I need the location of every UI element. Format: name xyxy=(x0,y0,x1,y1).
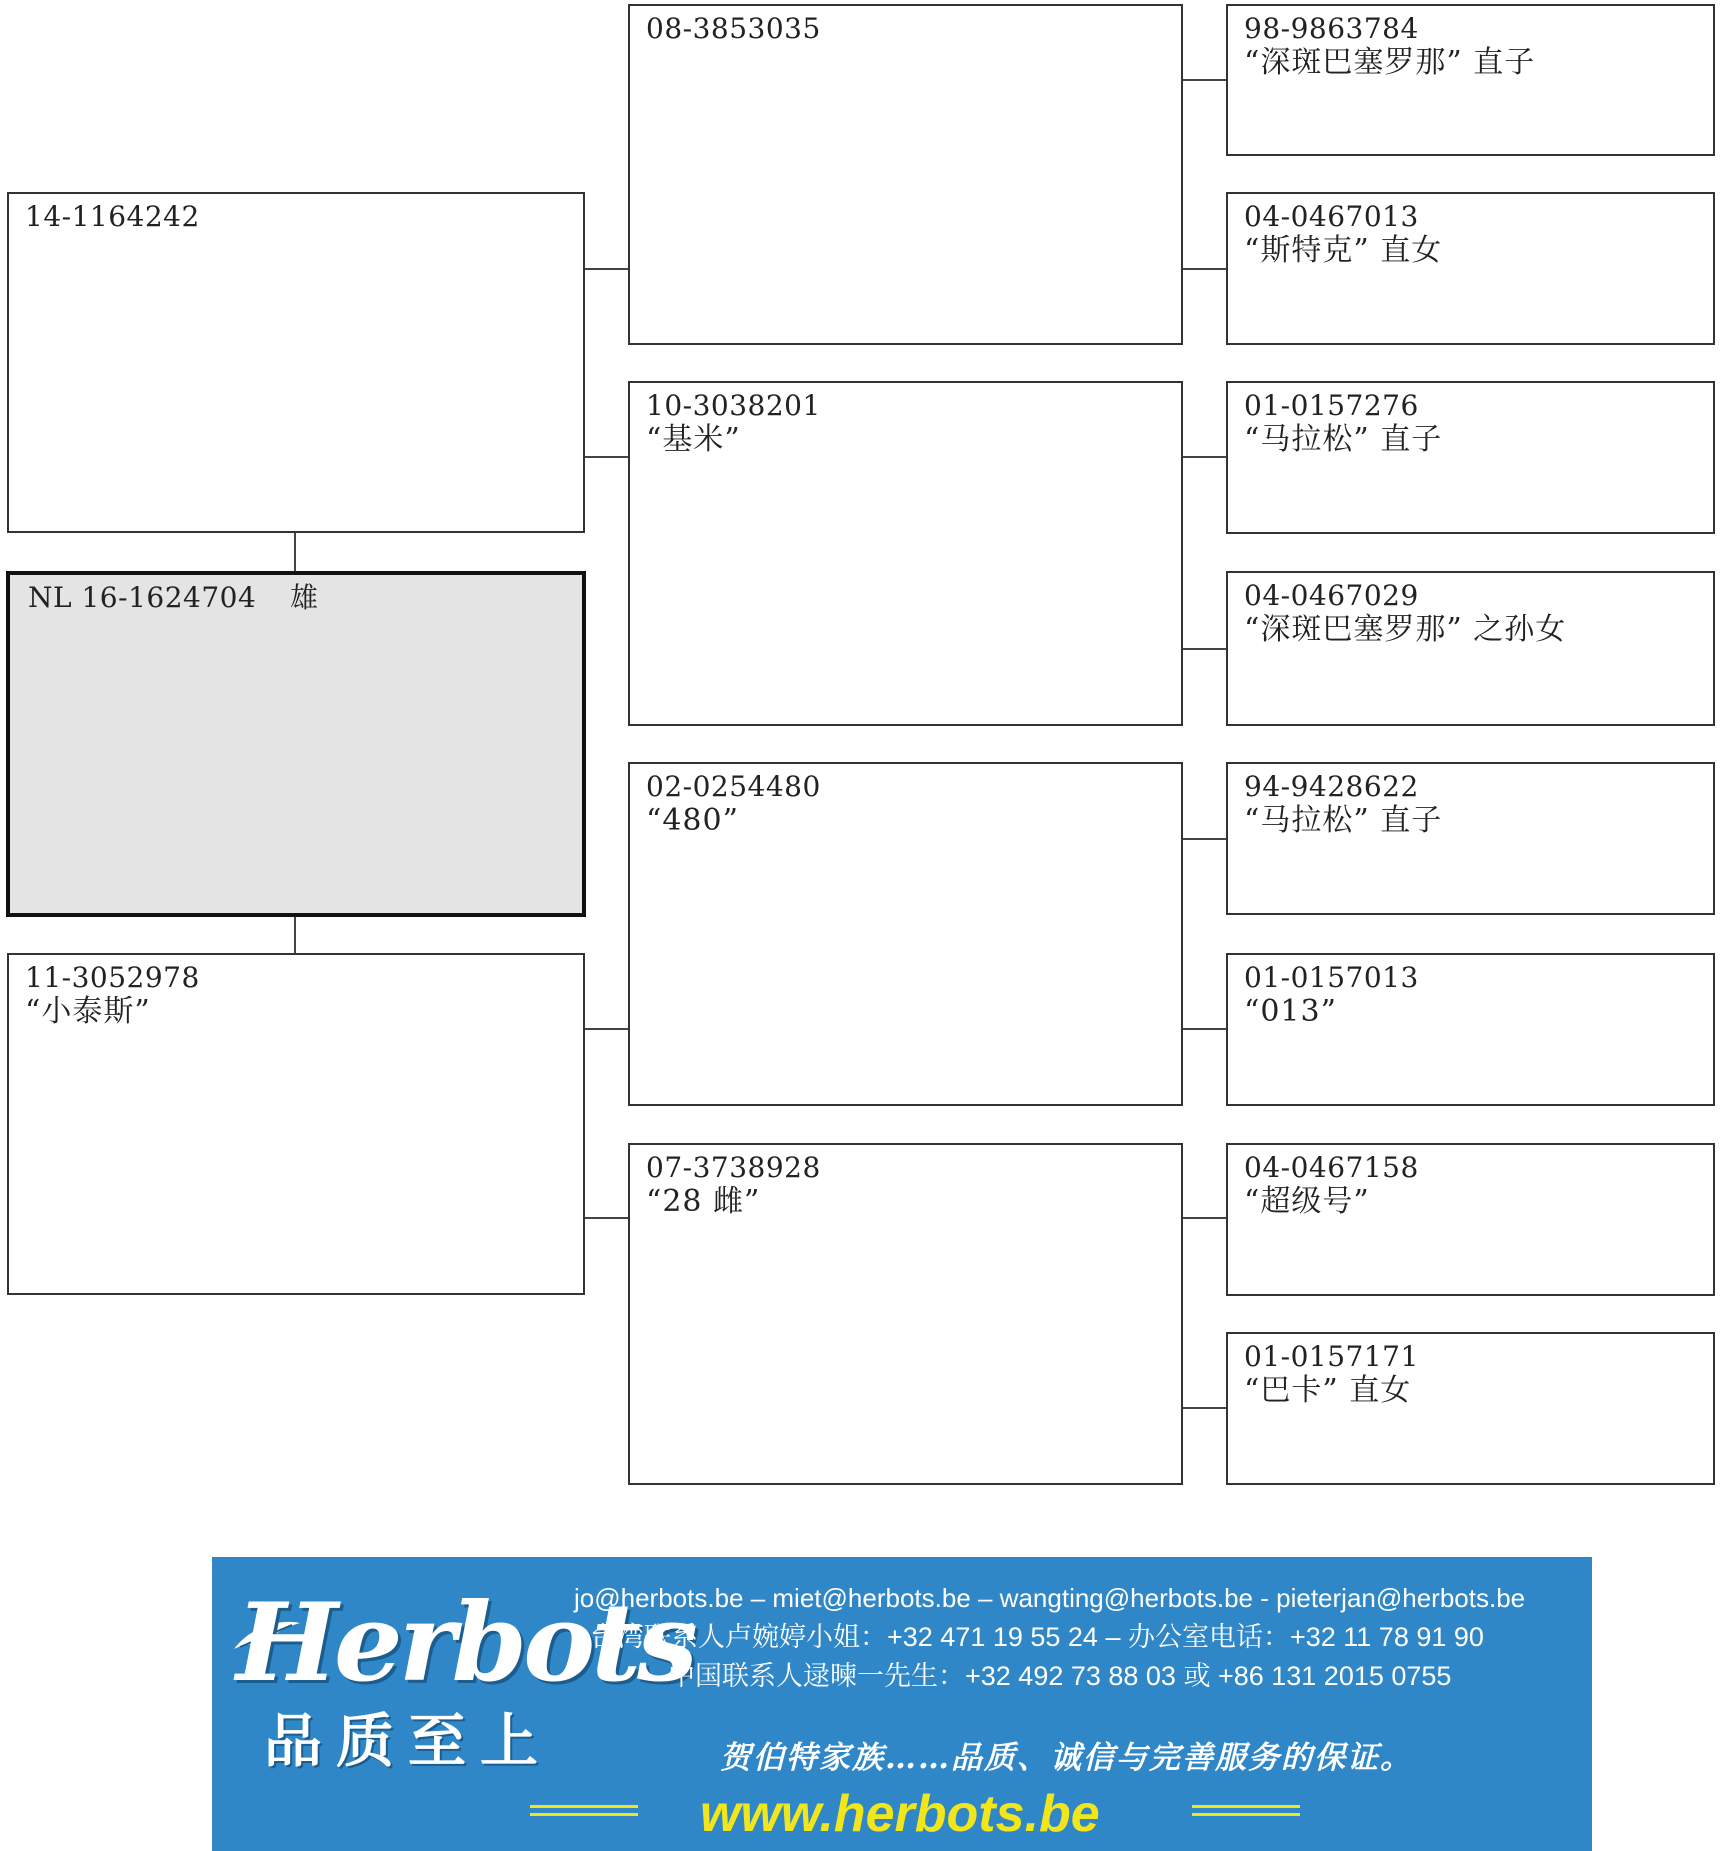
gen3-box-8 xyxy=(1226,1332,1715,1485)
gen2-box-2 xyxy=(628,381,1183,726)
connector-gen3-3 xyxy=(1182,456,1227,458)
gen3-box-4 xyxy=(1226,571,1715,726)
dam-ring: 11-3052978 xyxy=(25,961,200,994)
gen3-ring-4: 04-0467029 xyxy=(1244,579,1419,612)
china-contact-line: 中国联系人逯暕一先生：+32 492 73 88 03 或 +86 131 2015 0755 xyxy=(668,1661,1452,1691)
connector-gen3-2 xyxy=(1182,268,1227,270)
email-line[interactable]: jo@herbots.be – miet@herbots.be – wangting@herbots.be - pieterjan@herbots.be xyxy=(574,1583,1526,1613)
dam-note: “小泰斯” xyxy=(25,994,151,1029)
gen3-note-1: “深斑巴塞罗那” 直子 xyxy=(1244,45,1536,80)
sire-box xyxy=(7,192,585,533)
gen3-box-2 xyxy=(1226,192,1715,345)
connector-gen3-7 xyxy=(1182,1217,1227,1219)
connector-gen3-4 xyxy=(1182,648,1227,650)
gen2-ring-2: 10-3038201 xyxy=(646,389,821,422)
dam-box xyxy=(7,953,585,1295)
gen3-note-6: “013” xyxy=(1244,994,1337,1029)
gen3-box-7 xyxy=(1226,1143,1715,1296)
website-link[interactable]: www.herbots.be xyxy=(700,1785,1100,1843)
gen3-ring-5: 94-9428622 xyxy=(1244,770,1419,803)
gen2-note-3: “480” xyxy=(646,803,739,838)
gen3-ring-2: 04-0467013 xyxy=(1244,200,1419,233)
connector-dam-gen2-3 xyxy=(583,1028,629,1030)
connector-sire-gen2-1 xyxy=(583,268,629,270)
gen2-note-2: “基米” xyxy=(646,422,741,457)
subject-ring: NL 16-1624704 xyxy=(28,581,257,614)
gen2-box-1 xyxy=(628,4,1183,345)
gen3-note-2: “斯特克” 直女 xyxy=(1244,233,1443,268)
connector-gen3-5 xyxy=(1182,838,1227,840)
gen3-note-8: “巴卡” 直女 xyxy=(1244,1373,1412,1408)
connector-gen3-6 xyxy=(1182,1028,1227,1030)
sire-ring: 14-1164242 xyxy=(25,200,200,233)
decor-line-right-bottom xyxy=(1192,1813,1300,1816)
gen2-ring-4: 07-3738928 xyxy=(646,1151,821,1184)
gen2-note-4: “28 雌” xyxy=(646,1184,761,1219)
gen3-ring-6: 01-0157013 xyxy=(1244,961,1419,994)
gen3-ring-1: 98-9863784 xyxy=(1244,12,1419,45)
connector-sire-subject xyxy=(294,532,296,572)
gen3-box-5 xyxy=(1226,762,1715,915)
gen2-ring-1: 08-3853035 xyxy=(646,12,821,45)
gen2-box-4 xyxy=(628,1143,1183,1485)
tagline: 贺伯特家族……品质、诚信与完善服务的保证。 xyxy=(720,1740,1413,1776)
taiwan-contact-line: 台湾联系人卢婉婷小姐：+32 471 19 55 24 – 办公室电话：+32 11 78 91 90 xyxy=(590,1622,1484,1652)
gen3-note-7: “超级号” xyxy=(1244,1184,1370,1219)
gen3-box-6 xyxy=(1226,953,1715,1106)
gen3-ring-3: 01-0157276 xyxy=(1244,389,1419,422)
gen3-box-1 xyxy=(1226,4,1715,156)
slogan: 品质至上 xyxy=(264,1707,553,1775)
subject-box xyxy=(6,571,586,917)
decor-line-right-top xyxy=(1192,1805,1300,1808)
decor-line-left-bottom xyxy=(530,1813,638,1816)
connector-sire-gen2-2 xyxy=(583,456,629,458)
gen3-box-3 xyxy=(1226,381,1715,534)
connector-gen3-1 xyxy=(1182,79,1227,81)
gen3-note-5: “马拉松” 直子 xyxy=(1244,803,1443,838)
connector-subject-dam xyxy=(294,916,296,954)
subject-sex: 雄 xyxy=(290,581,319,614)
gen2-ring-3: 02-0254480 xyxy=(646,770,821,803)
gen3-note-3: “马拉松” 直子 xyxy=(1244,422,1443,457)
gen3-note-4: “深斑巴塞罗那” 之孙女 xyxy=(1244,612,1567,647)
connector-dam-gen2-4 xyxy=(583,1217,629,1219)
contact-banner xyxy=(212,1557,1592,1851)
herbots-logo: Herbots xyxy=(236,1580,694,1706)
decor-line-left-top xyxy=(530,1805,638,1808)
gen3-ring-8: 01-0157171 xyxy=(1244,1340,1419,1373)
gen3-ring-7: 04-0467158 xyxy=(1244,1151,1419,1184)
connector-gen3-8 xyxy=(1182,1407,1227,1409)
gen2-box-3 xyxy=(628,762,1183,1106)
